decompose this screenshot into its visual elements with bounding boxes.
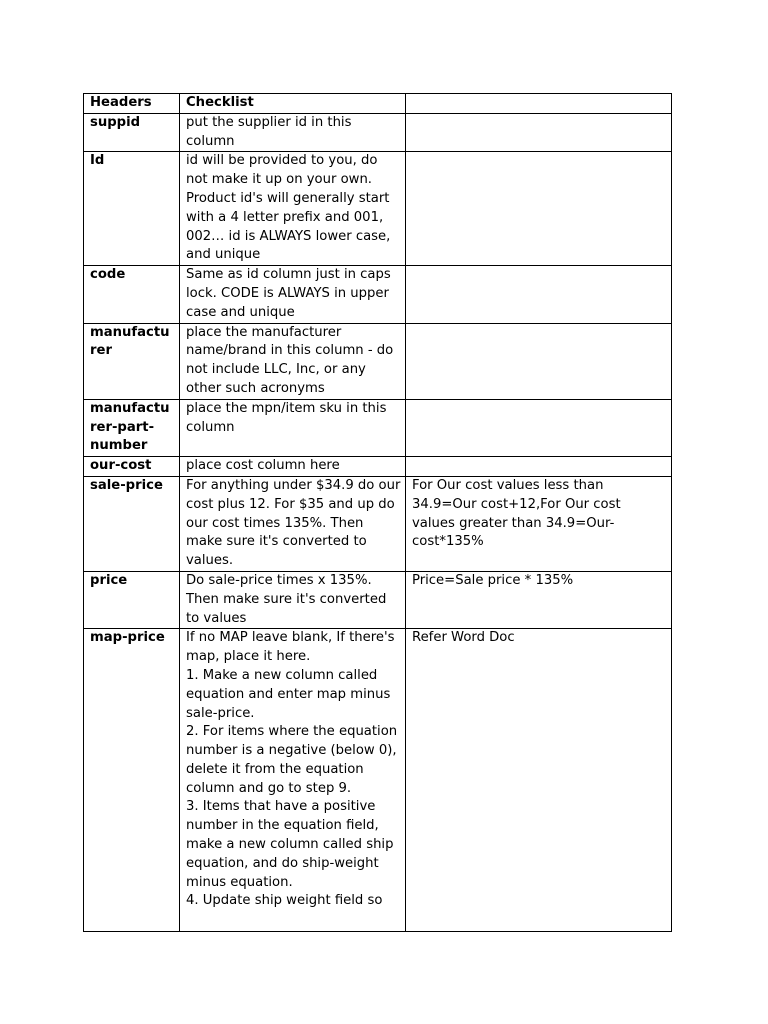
table-row [84,457,672,477]
note-cell [406,266,672,323]
checklist-step: If no MAP leave blank, If there's map, place it here. [186,630,395,665]
note-cell: Refer Word Doc [406,629,672,932]
table-row [84,399,672,456]
note-cell: For Our cost values less than 34.9=Our cost+12,For Our cost values greater than 34.9=Our-cost*135% [406,476,672,571]
header-cell-checklist: Checklist [180,94,406,114]
header-cell-blank [406,94,672,114]
checklist-cell [180,629,406,932]
checklist-step: 4. Update ship weight field so [186,893,383,909]
checklist-steps [186,629,401,931]
note-cell [406,457,672,477]
field-name-cell: map-price [84,629,180,932]
field-name-cell: manufacturer-part-number [84,399,180,456]
table-row [84,266,672,323]
checklist-cell: put the supplier id in this column [180,113,406,152]
note-cell [406,113,672,152]
checklist-cell: Do sale-price times x 135%. Then make sure it's converted to values [180,571,406,628]
checklist-cell: id will be provided to you, do not make it up on your own. Product id's will generally start with a 4 letter prefix and 001, 002… id is ALWAYS lower case, and unique [180,152,406,266]
checklist-step: 3. Items that have a positive number in the equation field, make a new column called ship equation, and do ship-weight minus equation. [186,799,394,890]
note-cell [406,323,672,399]
checklist-cell: Same as id column just in caps lock. CODE is ALWAYS in upper case and unique [180,266,406,323]
checklist-step: 2. For items where the equation number is a negative (below 0), delete it from the equation column and go to step 9. [186,724,398,796]
field-name-cell: sale-price [84,476,180,571]
table-row [84,571,672,628]
table-row [84,113,672,152]
table-row [84,323,672,399]
field-name-cell: suppid [84,113,180,152]
checklist-cell: place the manufacturer name/brand in this column - do not include LLC, Inc, or any other such acronyms [180,323,406,399]
field-name-cell: Id [84,152,180,266]
field-name-cell: code [84,266,180,323]
field-name-cell: our-cost [84,457,180,477]
table-header-row [84,94,672,114]
header-cell-headers: Headers [84,94,180,114]
note-cell [406,152,672,266]
table-row [84,629,672,932]
checklist-table [83,93,672,932]
checklist-cell: For anything under $34.9 do our cost plus 12. For $35 and up do our cost times 135%. Then make sure it's converted to values. [180,476,406,571]
table-row [84,476,672,571]
table-row [84,152,672,266]
checklist-cell: place the mpn/item sku in this column [180,399,406,456]
note-cell [406,399,672,456]
field-name-cell: price [84,571,180,628]
checklist-step: 1. Make a new column called equation and enter map minus sale-price. [186,667,391,721]
field-name-cell: manufacturer [84,323,180,399]
note-cell: Price=Sale price * 135% [406,571,672,628]
checklist-cell: place cost column here [180,457,406,477]
